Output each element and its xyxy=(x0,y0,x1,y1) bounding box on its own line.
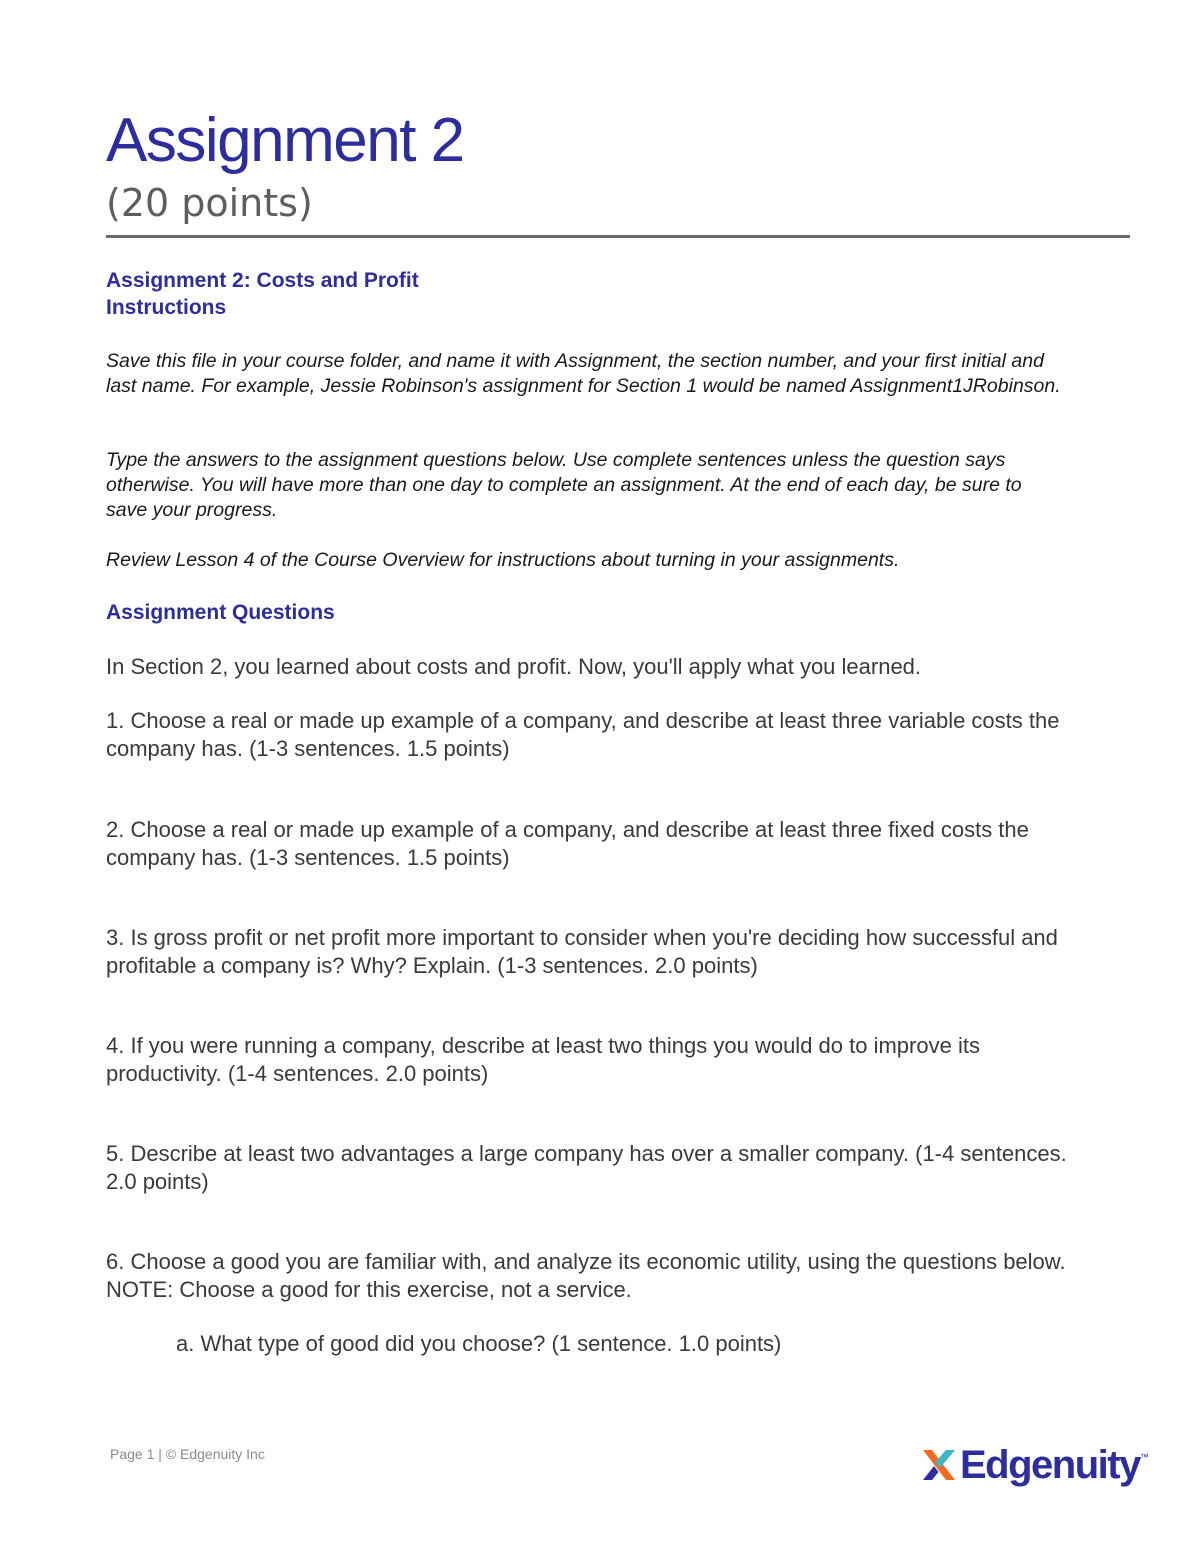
page-footer: Page 1 | © Edgenuity Inc xyxy=(110,1446,265,1462)
instructions-paragraph-save: Save this file in your course folder, and name it with Assignment, the section number, and your first initial and last name. For example, Jessie Robinson's assignment for Section 1 would be named Assignment1JRobinson. xyxy=(106,350,1061,397)
trademark-symbol: ™ xyxy=(1139,1452,1149,1462)
question-1: 1. Choose a real or made up example of a company, and describe at least three variable costs the company has. (1-3 sentences. 1.5 points) xyxy=(106,708,1060,761)
assignment-heading: Assignment 2: Costs and Profit xyxy=(106,269,419,292)
assignment-questions-heading: Assignment Questions xyxy=(106,601,335,624)
logo-mark-teal xyxy=(936,1450,956,1468)
title-divider xyxy=(106,235,1130,238)
question-4: 4. If you were running a company, describe at least two things you would do to improve its productivity. (1-4 sentences. 2.0 points) xyxy=(106,1033,980,1086)
question-6: 6. Choose a good you are familiar with, and analyze its economic utility, using the questions below. NOTE: Choose a good for this exercise, not a service. xyxy=(106,1249,1066,1302)
instructions-paragraph-review: Review Lesson 4 of the Course Overview for instructions about turning in your assignments. xyxy=(106,549,900,571)
instructions-paragraph-type: Type the answers to the assignment questions below. Use complete sentences unless the question says otherwise. You will have more than one day to complete an assignment. At the end of each day, be sure to save your progress. xyxy=(106,449,1022,521)
questions-intro: In Section 2, you learned about costs and profit. Now, you'll apply what you learned. xyxy=(106,654,922,679)
edgenuity-logo xyxy=(920,1440,1149,1490)
instructions-heading: Instructions xyxy=(106,296,227,319)
total-points: (20 points) xyxy=(106,181,313,225)
edgenuity-x-mark-icon xyxy=(920,1446,958,1484)
question-3: 3. Is gross profit or net profit more important to consider when you're deciding how successful and profitable a company is? Why? Explain. (1-3 sentences. 2.0 points) xyxy=(106,925,1058,978)
question-5: 5. Describe at least two advantages a large company has over a smaller company. (1-4 sentences. 2.0 points) xyxy=(106,1141,1067,1194)
question-6a: a. What type of good did you choose? (1 sentence. 1.0 points) xyxy=(176,1331,782,1356)
question-2: 2. Choose a real or made up example of a company, and describe at least three fixed costs the company has. (1-3 sentences. 1.5 points) xyxy=(106,817,1029,870)
logo-wordmark: Edgenuity xyxy=(960,1443,1140,1487)
document-title: Assignment 2 xyxy=(106,106,464,175)
logo-mark-blue xyxy=(923,1466,939,1480)
